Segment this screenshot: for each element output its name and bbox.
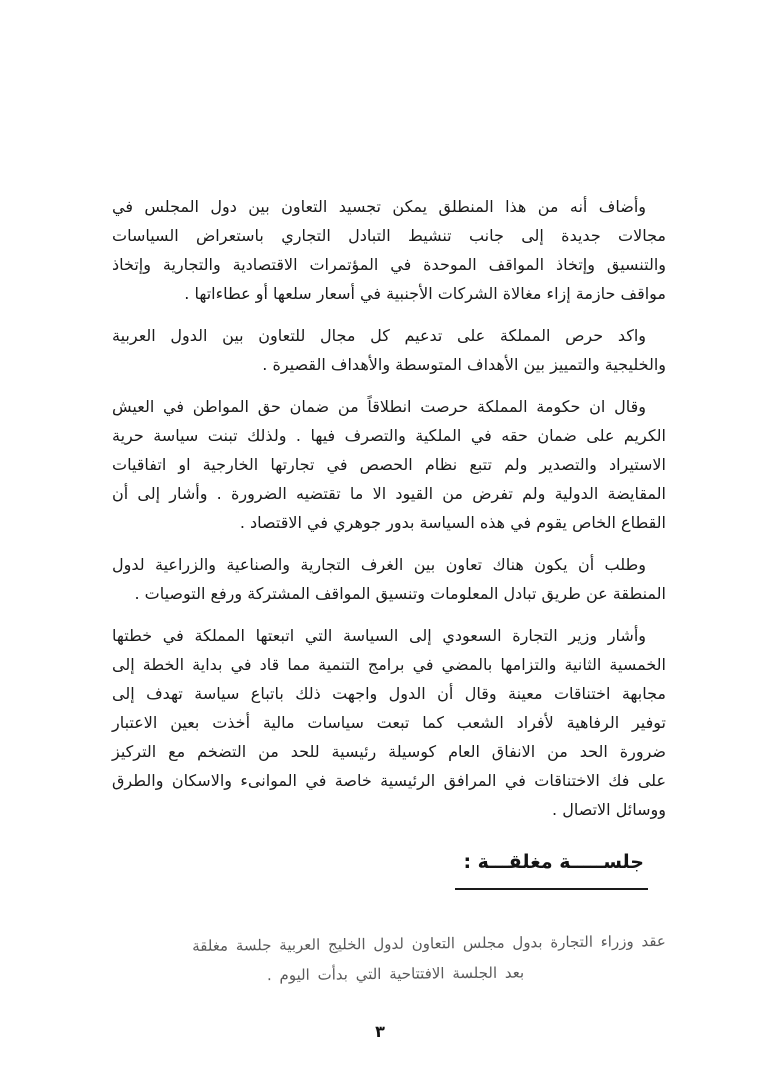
paragraph — [112, 392, 666, 537]
text-line: المنطقة عن طريق تبادل المعلومات وتنسيق المواقف المشتركة ورفع التوصيات . — [134, 584, 666, 603]
section-heading-text: جلســـــة مغلقـــة : — [455, 848, 648, 890]
closing-paragraph — [112, 926, 667, 992]
text-line: على فك الاختناقات في المرافق الرئيسية خاصة في الموانىء والاسكان والطرق — [112, 771, 666, 790]
section-heading — [112, 848, 666, 890]
text-line: مجالات جديدة إلى جانب تنشيط التبادل التجاري باستعراض السياسات — [112, 226, 666, 245]
text-line: والخليجية والتمييز بين الأهداف المتوسطة والأهداف القصيرة . — [262, 355, 666, 374]
text-line: وأشار وزير التجارة السعودي إلى السياسة التي اتبعتها المملكة في خطتها — [112, 626, 646, 645]
closing-text-line: بعد الجلسة الافتتاحية التي بدأت اليوم . — [266, 963, 525, 985]
text-line: مواقف حازمة إزاء مغالاة الشركات الأجنبية في أسعار سلعها أو عطاءاتها . — [184, 284, 666, 303]
page-number: ٣ — [375, 1022, 385, 1041]
paragraph — [112, 321, 666, 379]
text-line: الاستيراد والتصدير ولم تتبع نظام الحصص في تجارتها الخارجية او اتفاقيات — [112, 455, 666, 474]
text-line: ووسائل الاتصال . — [552, 800, 666, 819]
text-line: وقال ان حكومة المملكة حرصت انطلاقاً من ضمان حق المواطن في العيش — [112, 397, 646, 416]
closing-text-line: عقد وزراء التجارة بدول مجلس التعاون لدول الخليج العربية جلسة مغلقة — [192, 932, 666, 955]
paragraph — [112, 550, 666, 608]
text-line: واكد حرص المملكة على تدعيم كل مجال للتعاون بين الدول العربية — [112, 326, 646, 345]
text-line: وأضاف أنه من هذا المنطلق يمكن تجسيد التعاون بين دول المجلس في — [112, 197, 646, 216]
paragraph — [112, 621, 666, 824]
text-line: القطاع الخاص يقوم في هذه السياسة بدور جوهري في الاقتصاد . — [239, 513, 666, 532]
text-line: مجابهة اختناقات معينة وقال أن الدول واجهت ذلك باتباع سياسة تهدف إلى — [112, 684, 666, 703]
paragraph — [112, 192, 666, 308]
text-line: الخمسية الثانية والتزامها بالمضي في برامج التنمية مما قاد في بداية الخطة إلى — [112, 655, 666, 674]
text-line: ضرورة الحد من الانفاق العام كوسيلة رئيسية للحد من التضخم مع التركيز — [112, 742, 666, 761]
text-line: والتنسيق وإتخاذ المواقف الموحدة في المؤتمرات الاقتصادية والتجارية وإتخاذ — [112, 255, 666, 274]
text-line: وطلب أن يكون هناك تعاون بين الغرف التجارية والصناعية والزراعية لدول — [112, 555, 646, 574]
text-line: الكريم على ضمان حقه في الملكية والتصرف فيها . ولذلك تبنت سياسة حرية — [112, 426, 666, 445]
body-paragraphs — [112, 192, 666, 824]
text-line: توفير الرفاهية لأفراد الشعب كما تبعت سياسات مالية أخذت بعين الاعتبار — [112, 713, 666, 732]
text-line: المقايضة الدولية ولم تفرض من القيود الا ما تقتضيه الضرورة . وأشار إلى أن — [112, 484, 666, 503]
